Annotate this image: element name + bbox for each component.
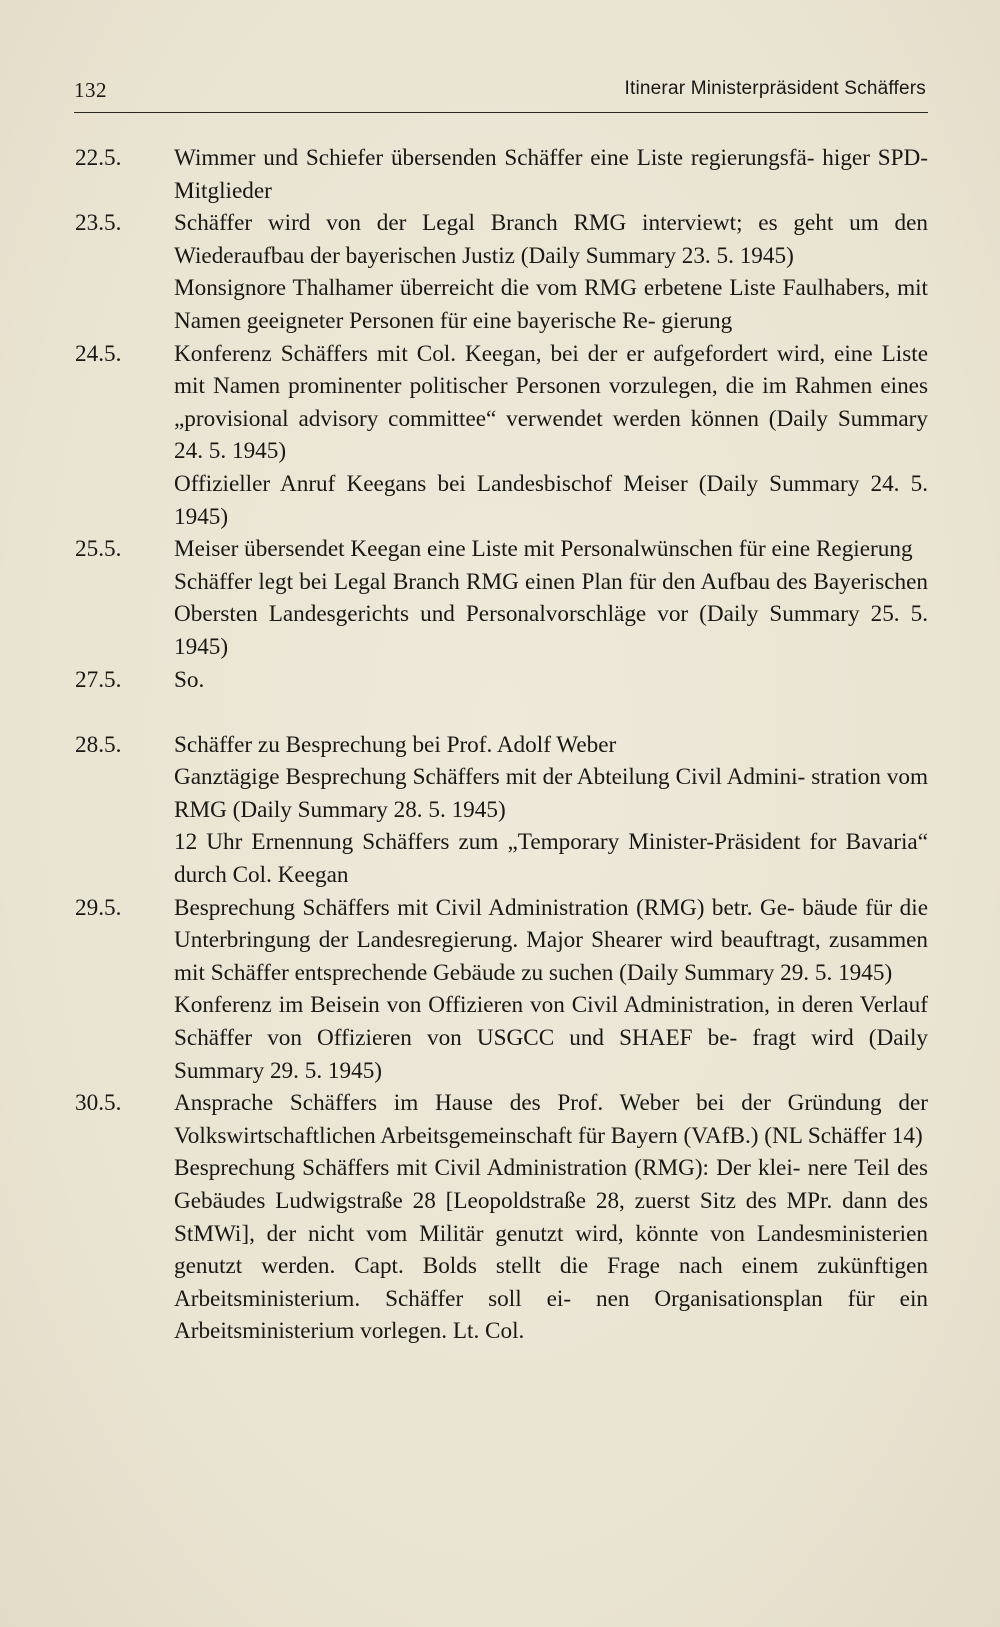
itinerary-entries bbox=[75, 142, 928, 1348]
entry-date: 25.5. bbox=[75, 536, 122, 563]
page-number: 132 bbox=[74, 78, 107, 102]
itinerary-entry bbox=[75, 207, 928, 337]
entry-text: Konferenz im Beisein von Offizieren von Civil Administration, in deren Verlauf Schäffer von Offizieren von USGCC und SHAEF be- fragt wird (Daily Summary 29. 5. 1945) bbox=[174, 992, 928, 1084]
itinerary-entry bbox=[75, 1087, 928, 1348]
entry-date: 24.5. bbox=[75, 340, 122, 367]
itinerary-entry bbox=[75, 664, 928, 697]
entry-text: Ansprache Schäffers im Hause des Prof. Weber bei der Gründung der Volkswirtschaftlichen Arbeitsgemeinschaft für Bayern (VAfB.) (NL Schäffer 14) bbox=[174, 1090, 928, 1149]
entry-date: 29.5. bbox=[75, 894, 122, 921]
entry-text: Schäffer zu Besprechung bei Prof. Adolf Weber bbox=[174, 731, 617, 758]
entry-text: Schäffer legt bei Legal Branch RMG einen Plan für den Aufbau des Bayerischen Obersten Landesgerichts und Personalvorschläge vor (Daily Summary 25. 5. 1945) bbox=[174, 568, 928, 660]
entry-text: Konferenz Schäffers mit Col. Keegan, bei der er aufgefordert wird, eine Liste mit Namen prominenter politischer Personen vorzulegen, die im Rahmen eines „provisional advisory committee“ verwendet werden können (Daily Summary 24. 5. 1945) bbox=[174, 340, 928, 465]
entry-text: Wimmer und Schiefer übersenden Schäffer eine Liste regierungsfä- higer SPD-Mitglieder bbox=[174, 145, 928, 204]
entry-text: Monsignore Thalhamer überreicht die vom RMG erbetene Liste Faulhabers, mit Namen geeigneter Personen für eine bayerische Re- gierung bbox=[174, 275, 928, 334]
entry-date: 22.5. bbox=[75, 145, 122, 171]
entry-text: So. bbox=[174, 666, 205, 693]
entry-text: Schäffer wird von der Legal Branch RMG interviewt; es geht um den Wiederaufbau der bayerischen Justiz (Daily Summary 23. 5. 1945) bbox=[174, 210, 928, 269]
itinerary-entry bbox=[75, 338, 928, 534]
entry-text: Besprechung Schäffers mit Civil Administration (RMG) betr. Ge- bäude für die Unterbringung der Landesregierung. Major Shearer wird beauftragt, zusammen mit Schäffer entsprechende Gebäude zu suchen (Daily Summary 29. 5. 1945) bbox=[174, 894, 928, 986]
entry-text: 12 Uhr Ernennung Schäffers zum „Temporary Minister-Präsident for Bavaria“ durch Col. Keegan bbox=[174, 829, 928, 889]
running-title: Itinerar Ministerpräsident Schäffers bbox=[624, 78, 926, 99]
itinerary-entry bbox=[75, 142, 928, 207]
entry-date: 23.5. bbox=[75, 210, 122, 237]
page-header bbox=[74, 78, 928, 113]
blank-line bbox=[75, 696, 928, 729]
itinerary-entry bbox=[75, 533, 928, 663]
itinerary-entry bbox=[75, 892, 928, 1088]
entry-text: Ganztägige Besprechung Schäffers mit der Abteilung Civil Admini- stration vom RMG (Daily Summary 28. 5. 1945) bbox=[174, 764, 928, 823]
entry-text: Meiser übersendet Keegan eine Liste mit Personalwünschen für eine Regierung bbox=[174, 536, 913, 563]
entry-text: Besprechung Schäffers mit Civil Administration (RMG): Der klei- nere Teil des Gebäudes Ludwigstraße 28 [Leopoldstraße 28, zuerst Sitz des MPr. dann des StMWi], der nicht vom Militär genutzt wird, könnte von Landesministerien genutzt werden. Capt. Bolds stellt die Frage nach einem zukünftigen Arbeitsministerium. Schäffer soll ei- nen Organisationsplan für ein Arbeitsministerium vorlegen. Lt. Col. bbox=[174, 1155, 928, 1345]
itinerary-entry bbox=[75, 729, 928, 892]
entry-date: 30.5. bbox=[75, 1090, 122, 1117]
entry-text: Offizieller Anruf Keegans bei Landesbischof Meiser (Daily Summary 24. 5. 1945) bbox=[174, 470, 928, 530]
entry-date: 27.5. bbox=[75, 666, 122, 693]
entry-date: 28.5. bbox=[75, 731, 122, 758]
